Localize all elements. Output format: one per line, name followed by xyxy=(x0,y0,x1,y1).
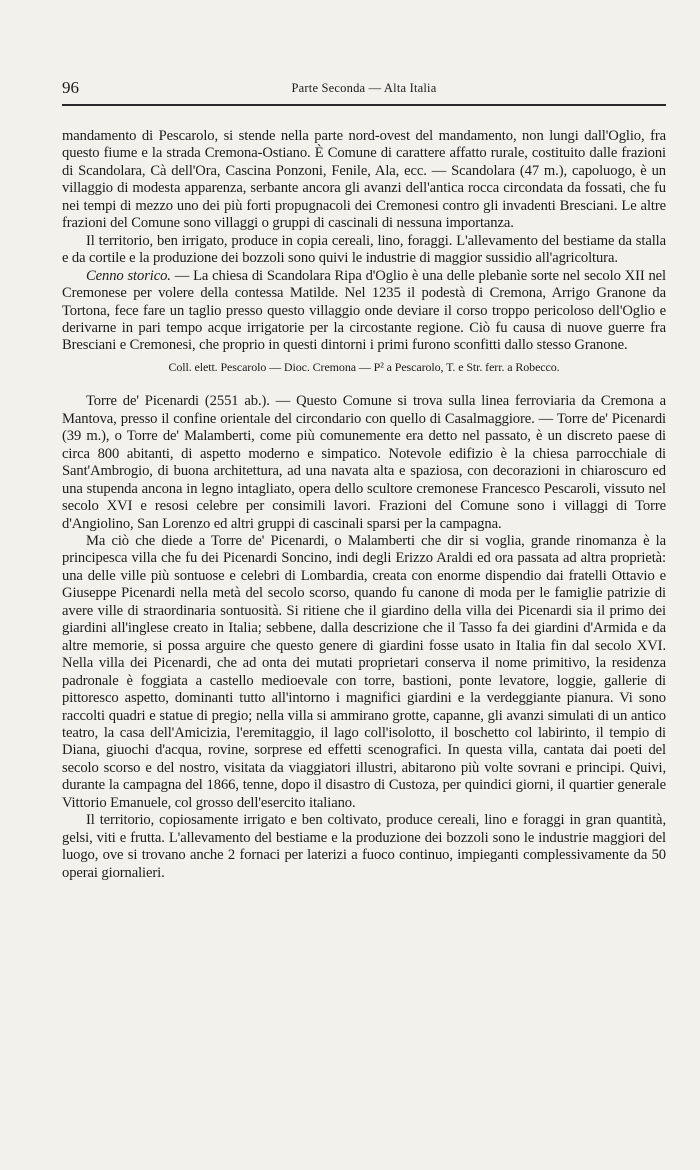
page-header xyxy=(62,74,666,106)
entry-heading: Torre de' Picenardi xyxy=(86,393,200,410)
paragraph: Il territorio, ben irrigato, produce in copia cereali, lino, foraggi. L'allevamento del bestiame da stalla e da cortile e la produzione dei bozzoli sono quivi le industrie di maggior sussidio all'agricoltura. xyxy=(62,232,666,267)
paragraph: mandamento di Pescarolo, si stende nella parte nord-ovest del mandamento, non lungi dall'Oglio, fra questo fiume e la strada Cremona-Ostiano. È Comune di carattere affatto rurale, costituito dalle frazioni di Scandolara, Cà dell'Ora, Cascina Ponzoni, Fenile, Ala, ecc. — Scandolara (47 m.), capoluogo, è un villaggio di modesta apparenza, serbante ancora gli avanzi dell'antica rocca circondata da fossati, che fu nei tempi di mezzo uno dei più forti propugnacoli dei Cremonesi contro gli invadenti Bresciani. Le altre frazioni del Comune sono villaggi o gruppi di cascinali di nessuna importanza. xyxy=(62,128,666,232)
page-body xyxy=(62,128,666,882)
paragraph: Ma ciò che diede a Torre de' Picenardi, o Malamberti che dir si voglia, grande rinomanza è la principesca villa che fu dei Picenardi Soncino, indi degli Erizzo Araldi ed ora passata ad altra proprietà: una delle ville più sontuose e celebri di Lombardia, creata con enorme dispendio dai fratelli Ottavio e Giuseppe Picenardi nella metà del secolo scorso, quando fu canone di moda per le famiglie patrizie di avere ville di straordinaria sontuosità. Si ritiene che il giardino della villa dei Picenardi sia il primo dei giardini all'inglese creato in Italia; sebbene, dalla descrizione che il Tasso fa dei giardini d'Armida e da altre memorie, si possa arguire che questo genere di giardini fosse usato in Italia fin dal secolo XVI. Nella villa dei Picenardi, che ad onta dei mutati proprietari conserva il nome primitivo, la residenza padronale è foggiata a castello medioevale con torre, bastioni, ponte levatore, loggie, gallerie di pittoresco aspetto, dominanti tutto all'intorno i magnifici giardini e la verdeggiante pianura. Vi sono raccolti quadri e statue di pregio; nella villa si ammirano grotte, capanne, gli avanzi simulati di un antico teatro, la casa dell'Amicizia, l'eremitaggio, il lago coll'isolotto, il boschetto col labirinto, il tempio di Diana, giuochi d'acqua, rovine, sorprese ed effetti scenografici. In questa villa, cantata dai poeti del secolo scorso e del nostro, visitata da viaggiatori illustri, abitarono più volte sovrani e principi. Quivi, durante la campagna del 1866, tenne, dopo il disastro di Custoza, per quindici giorni, il quartier generale Vittorio Emanuele, col grosso dell'esercito italiano. xyxy=(62,532,666,811)
paragraph: Il territorio, copiosamente irrigato e ben coltivato, produce cereali, lino e foraggi in gran quantità, gelsi, viti e frutta. L'allevamento del bestiame e la produzione dei bozzoli sono le industrie maggiori del luogo, ove si trovano anche 2 fornaci per laterizi a fuoco continuo, impieganti complessivamente da 50 operai giornalieri. xyxy=(62,812,666,881)
paragraph-history xyxy=(62,268,666,355)
paragraph-text: (2551 ab.). — Questo Comune si trova sulla linea ferroviaria da Cremona a Mantova, presso il confine orientale del circondario con quello di Casalmaggiore. — Torre de' Picenardi (39 m.), o Torre de' Malamberti, come più comunemente era detto nel passato, è un discreto paese di circa 800 abitanti, di aspetto moderno e simpatico. Notevole edifizio è la chiesa parrocchiale di Sant'Ambrogio, di buona architettura, ad una navata alta e spaziosa, con decorazioni in chiaroscuro ed una stupenda ancona in legno intagliato, opera dello scultore cremonese Francesco Pescaroli, vissuto nel secolo XVI e resosi celebre per consimili lavori. Frazioni del Comune sono i villaggi di Torre d'Angiolino, San Lorenzo ed altri gruppi di cascinali sparsi per la campagna. xyxy=(62,393,666,532)
running-title: Parte Seconda — Alta Italia xyxy=(291,81,437,95)
paragraph-text: — La chiesa di Scandolara Ripa d'Oglio è una delle plebanìe sorte nel secolo XII nel Cremonese per volere della contessa Matilde. Nel 1235 il podestà di Cremona, Arrigo Granone da Tortona, fece fare un taglio presso questo villaggio onde deviare il corso troppo pericoloso dell'Oglio e derivarne in pari tempo acque irrigatorie per la circostante regione. Ciò fu causa di nuove guerre fra Bresciani e Cremonesi, che proprio in questi dintorni i primi furono sconfitti dallo stesso Granone. xyxy=(62,267,666,354)
page-number: 96 xyxy=(62,78,79,97)
section-label: Cenno storico. xyxy=(86,267,171,284)
paragraph-entry xyxy=(62,393,666,533)
administrative-note: Coll. elett. Pescarolo — Dioc. Cremona — P² a Pescarolo, T. e Str. ferr. a Robecco. xyxy=(168,359,560,374)
